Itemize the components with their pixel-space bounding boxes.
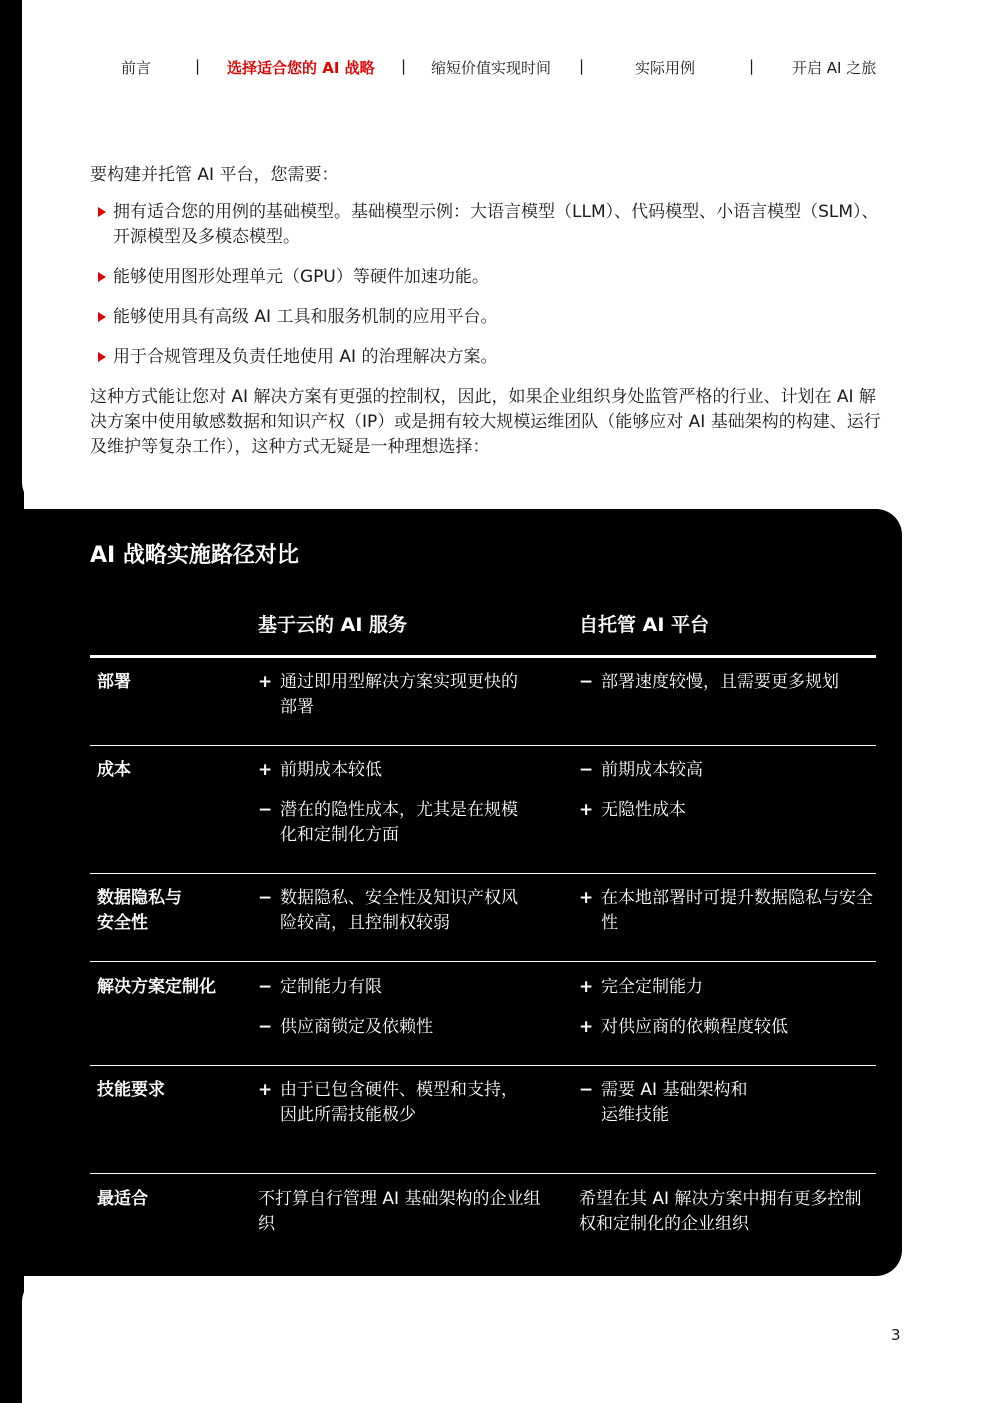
list-item [97, 345, 887, 370]
column-header-cloud: 基于云的 AI 服务 [258, 614, 408, 636]
table-cell-item [258, 798, 523, 848]
intro-text: 要构建并托管 AI 平台，您需要： [90, 165, 339, 185]
row-label-cost: 成本 [97, 760, 131, 780]
row-divider [90, 1173, 876, 1174]
list-item [97, 200, 887, 250]
comparison-title: AI 战略实施路径对比 [90, 543, 299, 568]
cell-text: 前期成本较高 [601, 760, 703, 780]
plus-icon: + [579, 800, 594, 820]
table-cell-item [258, 975, 523, 1000]
cell-text: 由于已包含硬件、模型和支持，因此所需技能极少 [280, 1080, 518, 1125]
cell-text: 对供应商的依赖程度较低 [601, 1017, 788, 1037]
nav-item-start-ai-journey[interactable]: 开启 AI 之旅 [792, 59, 877, 77]
cell-text: 部署速度较慢，且需要更多规划 [601, 672, 839, 692]
list-item-text: 能够使用具有高级 AI 工具和服务机制的应用平台。 [113, 307, 498, 327]
cell-text: 数据隐私、安全性及知识产权风险较高，且控制权较弱 [280, 888, 518, 933]
cell-text: 完全定制能力 [601, 977, 703, 997]
best-for-self-hosted: 希望在其 AI 解决方案中拥有更多控制权和定制化的企业组织 [579, 1189, 862, 1234]
table-cell-item [579, 1078, 749, 1128]
minus-icon: − [579, 672, 594, 692]
cell-text: 在本地部署时可提升数据隐私与安全性 [601, 888, 873, 933]
plus-icon: + [579, 1017, 594, 1037]
list-item-text: 拥有适合您的用例的基础模型。基础模型示例：大语言模型（LLM）、代码模型、小语言模型（SLM）、开源模型及多模态模型。 [113, 202, 879, 247]
requirements-list [97, 200, 887, 385]
table-cell-item [579, 975, 869, 1000]
minus-icon: − [258, 888, 273, 908]
plus-icon: + [579, 977, 594, 997]
nav-item-preface[interactable]: 前言 [121, 59, 152, 77]
cell-text: 供应商锁定及依赖性 [280, 1017, 433, 1037]
table-cell-item [258, 758, 523, 783]
red-triangle-bullet-icon [98, 352, 106, 362]
nav-item-use-cases[interactable]: 实际用例 [635, 59, 696, 77]
plus-icon: + [258, 672, 273, 692]
table-cell-item [579, 758, 869, 783]
minus-icon: − [258, 1017, 273, 1037]
row-label-skills: 技能要求 [97, 1080, 165, 1100]
cell-text: 无隐性成本 [601, 800, 686, 820]
cell-text: 需要 AI 基础架构和运维技能 [601, 1080, 748, 1125]
top-navigation [0, 57, 992, 79]
cell-text: 潜在的隐性成本，尤其是在规模化和定制化方面 [280, 800, 518, 845]
column-header-self-hosted: 自托管 AI 平台 [579, 614, 710, 636]
nav-separator: | [579, 57, 585, 75]
red-triangle-bullet-icon [98, 312, 106, 322]
row-divider [90, 961, 876, 962]
list-item [97, 305, 887, 330]
table-cell-item [258, 1078, 523, 1128]
cell-text: 定制能力有限 [280, 977, 382, 997]
list-item-text: 用于合规管理及负责任地使用 AI 的治理解决方案。 [113, 347, 498, 367]
best-for-cloud: 不打算自行管理 AI 基础架构的企业组织 [258, 1189, 541, 1234]
list-item-text: 能够使用图形处理单元（GPU）等硬件加速功能。 [113, 267, 489, 287]
red-triangle-bullet-icon [98, 272, 106, 282]
plus-icon: + [258, 760, 273, 780]
row-divider [90, 745, 876, 746]
bottom-content-card [22, 1276, 992, 1403]
cell-text: 通过即用型解决方案实现更快的部署 [280, 672, 518, 717]
plus-icon: + [258, 1080, 273, 1100]
minus-icon: − [258, 800, 273, 820]
table-cell-item [579, 1015, 869, 1040]
nav-separator: | [195, 57, 201, 75]
red-triangle-bullet-icon [98, 207, 106, 217]
row-label-data-privacy: 数据隐私与安全性 [97, 888, 182, 933]
nav-item-choose-ai-strategy[interactable]: 选择适合您的 AI 战略 [227, 59, 375, 77]
minus-icon: − [579, 1080, 594, 1100]
minus-icon: − [579, 760, 594, 780]
table-cell-item [579, 670, 869, 695]
nav-item-time-to-value[interactable]: 缩短价值实现时间 [431, 59, 552, 77]
plus-icon: + [579, 888, 594, 908]
nav-separator: | [401, 57, 407, 75]
list-item [97, 265, 887, 290]
row-label-best-for: 最适合 [97, 1189, 148, 1209]
minus-icon: − [258, 977, 273, 997]
body-paragraph: 这种方式能让您对 AI 解决方案有更强的控制权，因此，如果企业组织身处监管严格的行业、计划在 AI 解决方案中使用敏感数据和知识产权（IP）或是拥有较大规模运维团队（能够应对 AI 基础架构的构建、运行及维护等复杂工作），这种方式无疑是一种理想选择： [90, 387, 881, 457]
table-cell-item [579, 798, 869, 823]
row-divider [90, 873, 876, 874]
table-cell-item [579, 886, 879, 936]
table-cell-item [258, 1015, 523, 1040]
table-cell-item [258, 670, 523, 720]
cell-text: 前期成本较低 [280, 760, 382, 780]
table-cell-item [258, 886, 523, 936]
table-header-rule [90, 655, 876, 658]
nav-separator: | [749, 57, 755, 75]
row-label-deployment: 部署 [97, 672, 131, 692]
page-number: 3 [891, 1326, 901, 1344]
row-label-customization: 解决方案定制化 [97, 977, 216, 997]
row-divider [90, 1065, 876, 1066]
